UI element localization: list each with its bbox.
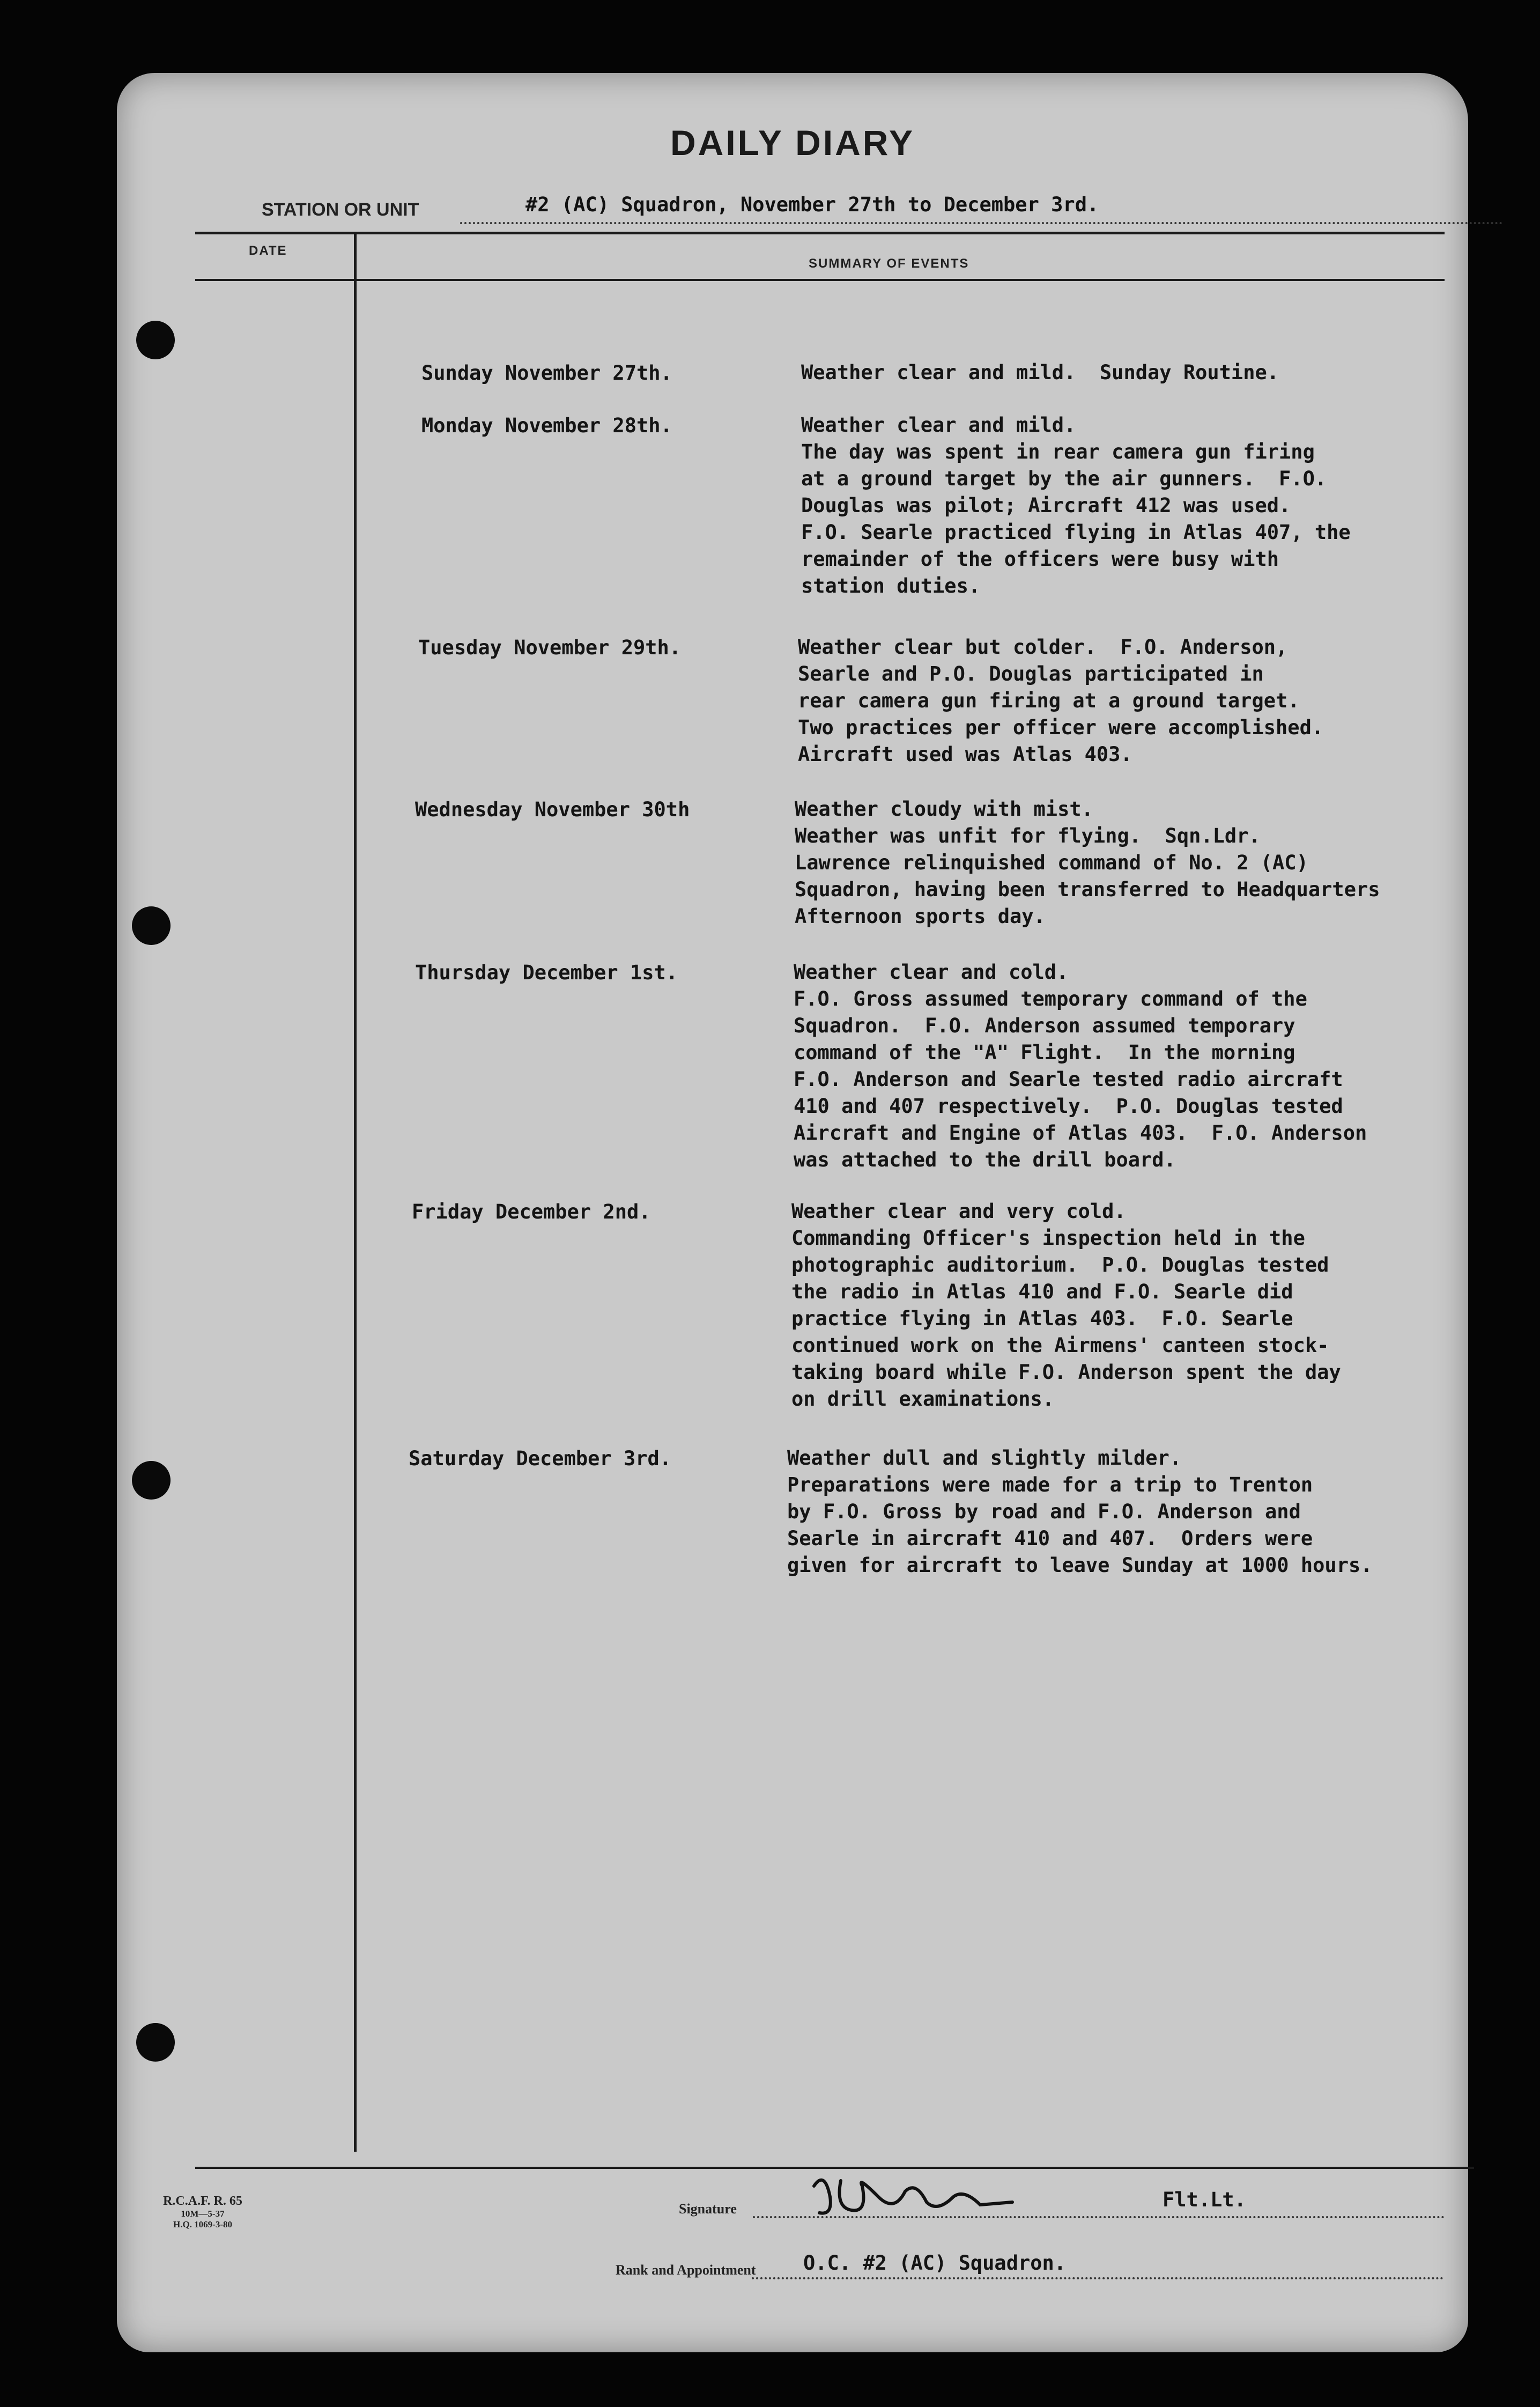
entry-summary: Weather clear and mild. The day was spent in rear camera gun firing at a ground target by the air gunners. F.O. Douglas was pilot; Aircraft 412 was used. F.O. Searle practiced flying in Atlas 407, the remainder of the officers were busy with station duties. xyxy=(801,414,1351,597)
form-identifier: R.C.A.F. R. 65 10M—5-37 H.Q. 1069-3-80 xyxy=(163,2194,242,2229)
punch-hole xyxy=(136,321,175,359)
entry-date: Thursday December 1st. xyxy=(415,961,678,984)
date-column-divider xyxy=(354,232,357,2152)
entry-summary: Weather dull and slightly milder. Preparations were made for a trip to Trenton by F.O. Gross by road and F.O. Anderson and Searle in aircraft 410 and 407. Orders were given for aircraft to leave Sunday at 1000 hours. xyxy=(787,1446,1373,1577)
entry-summary: Weather clear and cold. F.O. Gross assumed temporary command of the Squadron. F.O. Anderson assumed temporary command of the "A" Flight. In the morning F.O. Anderson and Searle tested radio aircraft 410 and 407 respectively. P.O. Douglas tested Aircraft and Engine of Atlas 403. F.O. Anderson was attached to the drill board. xyxy=(794,961,1367,1171)
punch-hole xyxy=(132,906,171,945)
rank-appointment-label: Rank and Appointment xyxy=(616,2262,756,2278)
entry-date: Wednesday November 30th xyxy=(415,798,690,821)
header-rule-top xyxy=(195,232,1445,234)
entry-date: Sunday November 27th. xyxy=(421,361,672,385)
entry-date: Friday December 2nd. xyxy=(412,1200,651,1223)
rank-appointment-value: O.C. #2 (AC) Squadron. xyxy=(803,2251,1067,2275)
summary-column-header: SUMMARY OF EVENTS xyxy=(809,256,969,271)
rank-dotted-line xyxy=(752,2277,1443,2279)
page-title: DAILY DIARY xyxy=(670,123,915,163)
punch-hole xyxy=(136,2023,175,2062)
entry-summary: Weather clear but colder. F.O. Anderson, Searle and P.O. Douglas participated in rear camera gun firing at a ground target. Two practices per officer were accomplished. Aircraft used was Atlas 403. xyxy=(798,636,1324,766)
station-value: #2 (AC) Squadron, November 27th to December 3rd. xyxy=(525,193,1099,216)
handwritten-signature xyxy=(803,2165,1018,2224)
date-column-header: DATE xyxy=(249,243,287,258)
station-dotted-line xyxy=(460,222,1503,224)
station-label: STATION OR UNIT xyxy=(262,200,419,220)
entry-summary: Weather clear and mild. Sunday Routine. xyxy=(801,361,1279,384)
diary-page xyxy=(117,73,1468,2352)
signature-label: Signature xyxy=(679,2201,737,2217)
entry-date: Tuesday November 29th. xyxy=(418,636,682,659)
entry-date: Monday November 28th. xyxy=(421,414,672,437)
header-rule-bottom xyxy=(195,279,1445,281)
entry-summary: Weather clear and very cold. Commanding Officer's inspection held in the photographic auditorium. P.O. Douglas tested the radio in Atlas 410 and F.O. Searle did practice flying in Atlas 403. F.O. Searle continued work on the Airmens' canteen stock- taking board while F.O. Anderson spent the day on drill examinations. xyxy=(791,1200,1341,1411)
punch-hole xyxy=(132,1461,171,1500)
entry-summary: Weather cloudy with mist. Weather was unfit for flying. Sqn.Ldr. Lawrence relinquished command of No. 2 (AC) Squadron, having been transferred to Headquarters Afternoon sports day. xyxy=(795,798,1380,928)
entry-date: Saturday December 3rd. xyxy=(409,1447,672,1470)
signature-rank: Flt.Lt. xyxy=(1163,2188,1246,2211)
